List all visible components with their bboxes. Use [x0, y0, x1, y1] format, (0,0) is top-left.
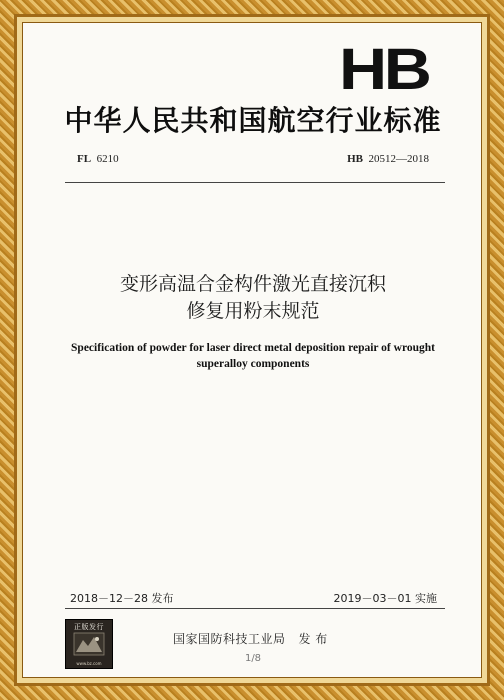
title-english	[63, 340, 443, 372]
release-date	[70, 590, 174, 606]
hb-logo: HB	[339, 37, 429, 102]
page-number: 1/8	[244, 653, 262, 664]
standard-code-number: 20512—2018	[368, 153, 429, 165]
classification-prefix: FL	[77, 153, 92, 165]
issuer-action: 发 布	[298, 632, 328, 646]
release-date-value: 2018－12－28	[70, 592, 148, 605]
top-divider	[65, 182, 445, 183]
stamp-text: 正版发行	[74, 623, 104, 631]
issuer-name: 国家国防科技工业局	[173, 632, 286, 646]
bottom-divider	[65, 608, 445, 609]
classification-number: 6210	[96, 153, 119, 165]
title-en-line1: Specification of powder for laser direct metal deposition repair of wrought	[71, 342, 435, 354]
cover-page	[22, 22, 482, 678]
standard-code	[347, 153, 429, 165]
release-label: 发布	[151, 592, 174, 605]
classification-code	[77, 153, 119, 165]
implement-label: 实施	[415, 592, 437, 605]
standard-name: 中华人民共和国航空行业标准	[64, 104, 442, 137]
issuer	[173, 630, 328, 647]
title-cn-line1: 变形高温合金构件激光直接沉积	[119, 273, 386, 295]
title-en-line2: superalloy components	[196, 358, 310, 370]
implement-date	[334, 590, 438, 606]
title-cn-line2: 修复用粉末规范	[186, 300, 320, 322]
standard-code-prefix: HB	[347, 153, 363, 165]
stamp-small-text: www.bz.com	[76, 661, 102, 666]
implement-date-value: 2019－03－01	[333, 592, 412, 605]
title-chinese	[23, 271, 483, 325]
